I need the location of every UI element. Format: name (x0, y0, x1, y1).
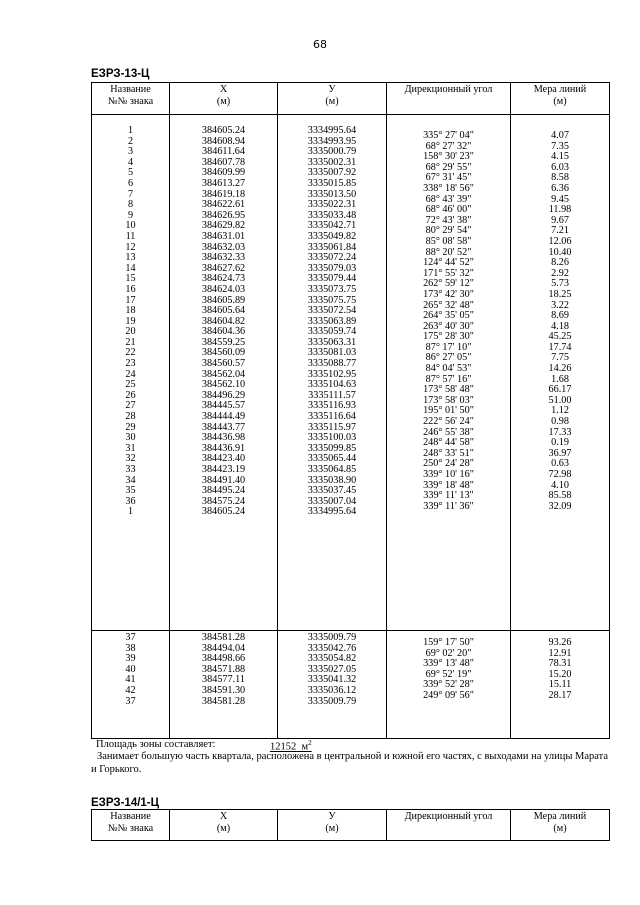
length-list (511, 131, 609, 512)
header-x (170, 810, 278, 841)
table-header-row (92, 810, 610, 841)
angle-list (387, 638, 510, 702)
cell-value: 335° 27' 04" (423, 130, 474, 141)
cell-value: 69° 52' 19" (425, 668, 472, 680)
cell-value: 8.58 (551, 172, 569, 184)
cell-value: 384443.77 (201, 421, 246, 433)
cell-value: 384604.82 (201, 315, 246, 327)
cell-value: 5 (127, 167, 134, 179)
cell-value: 222° 56' 24" (423, 416, 474, 428)
area-unit-power: 2 (308, 739, 312, 747)
cell-value: 384498.66 (201, 653, 246, 665)
cell-value: 3335013.50 (307, 188, 357, 200)
cell-value: 3335063.89 (307, 315, 357, 327)
area-unit: м (301, 741, 309, 753)
cell-value: 3335027.05 (307, 663, 357, 675)
cell-value: 8 (127, 199, 134, 211)
cell-value: 262° 59' 12" (423, 278, 474, 290)
cell-value: 42 (125, 684, 136, 696)
cell-value: 40 (125, 663, 136, 675)
header-y-line1: У (328, 811, 336, 822)
cell-value: 51.00 (548, 394, 572, 406)
cell-value: 3335033.48 (307, 209, 357, 221)
header-x-line2: (м) (216, 96, 231, 107)
header-y-line1: У (328, 84, 336, 95)
cell-value: 3335102.95 (307, 368, 357, 380)
header-length-line2: (м) (553, 96, 567, 107)
cell-value: 159° 17' 50" (423, 637, 474, 648)
cell-value: 27 (125, 400, 136, 412)
cell-value: 173° 58' 48" (423, 384, 474, 396)
cell-value: 22 (125, 347, 136, 359)
cell-value: 384609.99 (201, 167, 246, 179)
cell-value: 384622.61 (201, 199, 246, 211)
cell-value: 11.98 (548, 204, 572, 216)
cell-value: 3335116.93 (307, 400, 356, 412)
cell-value: 85.58 (548, 490, 572, 502)
coordinates-table (91, 809, 610, 841)
cell-value: 3335038.90 (307, 474, 357, 486)
y-cell (278, 115, 387, 631)
cell-value: 4.10 (551, 479, 569, 491)
cell-value: 78.31 (548, 658, 572, 670)
cell-value: 3335049.82 (307, 230, 357, 242)
y-cell (278, 631, 387, 739)
cell-value: 158° 30' 23" (423, 151, 474, 163)
cell-value: 3335002.31 (307, 156, 357, 168)
cell-value: 246° 55' 38" (423, 426, 474, 438)
cell-value: 384631.01 (201, 230, 246, 242)
cell-value: 16 (125, 283, 136, 295)
cell-value: 384562.04 (201, 368, 246, 380)
cell-value: 3335061.84 (307, 241, 357, 253)
cell-value: 67° 31' 45" (425, 172, 472, 184)
cell-value: 339° 11' 36" (423, 500, 474, 512)
cell-value: 19 (125, 315, 136, 327)
cell-value: 15.11 (548, 679, 572, 691)
cell-value: 265° 32' 48" (423, 299, 474, 311)
zone-title: ЕЗРЗ-13-Ц (91, 68, 150, 80)
header-length-line1: Мера линий (533, 84, 587, 95)
cell-value: 87° 57' 16" (425, 373, 472, 385)
cell-value: 68° 43' 39" (425, 193, 472, 205)
header-angle-line1: Дирекционный угол (404, 811, 493, 822)
x-cell (170, 631, 278, 739)
cell-value: 3335037.45 (307, 485, 357, 497)
cell-value: 87° 17' 10" (425, 341, 472, 353)
cell-value: 14 (125, 262, 136, 274)
cell-value: 7.21 (551, 225, 569, 237)
cell-value: 8.69 (551, 310, 569, 322)
cell-value: 3335007.04 (307, 495, 357, 507)
cell-value: 3335015.85 (307, 177, 357, 189)
cell-value: 384624.03 (201, 283, 246, 295)
cell-value: 3334995.64 (307, 506, 357, 518)
cell-value: 80° 29' 54" (425, 225, 472, 237)
cell-value: 10.40 (548, 246, 572, 258)
header-x-line2: (м) (216, 823, 231, 834)
cell-value: 384494.04 (201, 642, 246, 654)
cell-value: 3335059.74 (307, 326, 357, 338)
cell-value: 3335009.79 (307, 632, 357, 643)
cell-value: 384629.82 (201, 220, 246, 232)
header-x-line1: X (219, 84, 228, 95)
zone-description: Занимает большую часть квартала, расположена в центральной и южной его частях, с выходами на улицы Марата и Горького. (91, 751, 609, 775)
cell-value: 34 (125, 474, 136, 486)
table-row (92, 631, 610, 739)
cell-value: 384436.91 (201, 442, 246, 454)
cell-value: 3334993.95 (307, 135, 357, 147)
cell-value: 4.07 (551, 130, 569, 141)
cell-value: 384604.36 (201, 326, 246, 338)
cell-value: 248° 33' 51" (423, 447, 474, 459)
table-header-row (92, 83, 610, 115)
cell-value: 3335081.03 (307, 347, 357, 359)
header-angle (387, 83, 511, 115)
angle-cell (387, 115, 511, 631)
cell-value: 384562.10 (201, 379, 246, 391)
cell-value: 6.36 (551, 182, 569, 194)
header-y-line2: (м) (325, 823, 339, 834)
cell-value: 88° 20' 52" (425, 246, 472, 258)
cell-value: 339° 11' 13" (423, 490, 474, 502)
cell-value: 1 (127, 125, 134, 136)
cell-value: 20 (125, 326, 136, 338)
cell-value: 28 (125, 411, 136, 423)
cell-value: 3335007.92 (307, 167, 357, 179)
cell-value: 248° 44' 58" (423, 437, 474, 449)
cell-value: 11 (125, 230, 136, 242)
cell-value: 3335104.63 (307, 379, 357, 391)
cell-value: 384591.30 (201, 684, 246, 696)
cell-value: 384445.57 (201, 400, 246, 412)
cell-value: 249° 09' 56" (423, 689, 474, 701)
cell-value: 263° 40' 30" (423, 320, 474, 332)
cell-value: 93.26 (548, 637, 572, 648)
cell-value: 384624.73 (201, 273, 246, 285)
cell-value: 384559.25 (201, 336, 246, 348)
cell-value: 384491.40 (201, 474, 246, 486)
cell-value: 3335009.79 (307, 695, 357, 707)
cell-value: 36 (125, 495, 136, 507)
x-list (170, 633, 277, 707)
angle-list (387, 131, 510, 512)
cell-value: 384436.98 (201, 432, 246, 444)
cell-value: 3335042.76 (307, 642, 357, 654)
cell-value: 13 (125, 252, 136, 264)
cell-value: 38 (125, 642, 136, 654)
cell-value: 86° 27' 05" (425, 352, 472, 364)
header-name-line1: Название (110, 84, 151, 95)
cell-value: 171° 55' 32" (423, 267, 474, 279)
cell-value: 384444.49 (201, 411, 246, 423)
cell-value: 384632.33 (201, 252, 246, 264)
cell-value: 384423.19 (201, 464, 246, 475)
cell-value: 3335065.44 (307, 453, 357, 465)
cell-value: 384495.24 (201, 485, 246, 497)
cell-value: 3335042.71 (307, 220, 357, 232)
cell-value: 21 (125, 336, 136, 348)
header-name (92, 810, 170, 841)
cell-value: 175° 28' 30" (423, 331, 474, 343)
cell-value: 24 (125, 368, 136, 380)
cell-value: 29 (125, 421, 136, 433)
cell-value: 4.18 (551, 320, 569, 332)
length-list (511, 638, 609, 702)
cell-value: 68° 46' 00" (425, 204, 472, 216)
cell-value: 3335099.85 (307, 442, 357, 454)
cell-value: 18 (125, 305, 136, 317)
cell-value: 384605.64 (201, 305, 246, 317)
cell-value: 7 (127, 188, 134, 200)
cell-value: 384571.88 (201, 663, 246, 675)
cell-value: 3335088.77 (307, 358, 357, 370)
header-x (170, 83, 278, 115)
cell-value: 9.45 (551, 193, 569, 205)
cell-value: 12.06 (548, 235, 572, 247)
names-list (92, 633, 169, 707)
cell-value: 384560.09 (201, 347, 246, 359)
cell-value: 15 (125, 273, 136, 285)
cell-value: 338° 18' 56" (423, 182, 474, 194)
cell-value: 3335064.85 (307, 464, 357, 475)
cell-value: 85° 08' 58" (425, 235, 472, 247)
cell-value: 195° 01' 50" (423, 405, 474, 417)
names-cell (92, 115, 170, 631)
cell-value: 3335072.54 (307, 305, 357, 317)
cell-value: 9 (127, 209, 134, 221)
cell-value: 3335041.32 (307, 674, 357, 686)
cell-value: 15.20 (548, 668, 572, 680)
cell-value: 35 (125, 485, 136, 497)
cell-value: 384627.62 (201, 262, 246, 274)
cell-value: 173° 42' 30" (423, 288, 474, 300)
zone-title: ЕЗРЗ-14/1-Ц (91, 797, 160, 809)
cell-value: 8.26 (551, 257, 569, 269)
cell-value: 6 (127, 177, 134, 189)
header-y (278, 83, 387, 115)
cell-value: 72° 43' 38" (425, 214, 472, 226)
cell-value: 384560.57 (201, 358, 246, 370)
header-length (511, 810, 610, 841)
cell-value: 23 (125, 358, 136, 370)
cell-value: 18.25 (548, 288, 572, 300)
cell-value: 37 (125, 695, 136, 707)
cell-value: 3335036.12 (307, 684, 357, 696)
cell-value: 10 (125, 220, 136, 232)
x-list (170, 126, 277, 518)
cell-value: 4 (127, 156, 134, 168)
cell-value: 37 (125, 632, 136, 643)
cell-value: 384581.28 (201, 632, 246, 643)
cell-value: 66.17 (548, 384, 572, 396)
header-y-line2: (м) (325, 96, 339, 107)
cell-value: 17 (125, 294, 136, 306)
cell-value: 2 (127, 135, 134, 147)
page-number: 68 (313, 38, 327, 51)
cell-value: 69° 02' 20" (425, 647, 472, 659)
cell-value: 45.25 (548, 331, 572, 343)
cell-value: 84° 04' 53" (425, 363, 472, 375)
header-name-line2: №№ знака (107, 96, 154, 107)
names-cell (92, 631, 170, 739)
cell-value: 17.74 (548, 341, 572, 353)
cell-value: 264° 35' 05" (423, 310, 474, 322)
cell-value: 384619.18 (201, 188, 246, 200)
header-length-line2: (м) (553, 823, 567, 834)
cell-value: 0.63 (551, 458, 569, 470)
table-row (92, 115, 610, 631)
x-cell (170, 115, 278, 631)
area-label: Площадь зоны составляет: (96, 739, 216, 750)
cell-value: 3334995.64 (307, 125, 357, 136)
cell-value: 3335079.03 (307, 262, 357, 274)
cell-value: 3335116.64 (307, 411, 356, 423)
cell-value: 384611.64 (202, 146, 245, 158)
zone-area (96, 739, 312, 753)
cell-value: 1.12 (551, 405, 569, 417)
angle-cell (387, 631, 511, 739)
cell-value: 3335000.79 (307, 146, 357, 158)
cell-value: 32.09 (548, 500, 572, 512)
cell-value: 25 (125, 379, 136, 391)
cell-value: 384613.27 (201, 177, 246, 189)
y-list (278, 126, 386, 518)
cell-value: 1 (127, 506, 134, 518)
cell-value: 384581.28 (201, 695, 246, 707)
cell-value: 68° 29' 55" (425, 161, 472, 173)
header-angle-line1: Дирекционный угол (404, 84, 493, 95)
length-cell (511, 115, 610, 631)
header-length (511, 83, 610, 115)
y-list (278, 633, 386, 707)
names-list (92, 126, 169, 518)
cell-value: 384605.24 (201, 125, 246, 136)
cell-value: 39 (125, 653, 136, 665)
cell-value: 1.68 (551, 373, 569, 385)
cell-value: 384577.11 (202, 674, 245, 686)
cell-value: 7.75 (551, 352, 569, 364)
cell-value: 384632.03 (201, 241, 246, 253)
cell-value: 384605.24 (201, 506, 246, 518)
cell-value: 33 (125, 464, 136, 475)
cell-value: 12.91 (548, 647, 572, 659)
cell-value: 5.73 (551, 278, 569, 290)
cell-value: 2.92 (551, 267, 569, 279)
cell-value: 7.35 (551, 140, 569, 152)
cell-value: 28.17 (548, 689, 572, 701)
cell-value: 32 (125, 453, 136, 465)
cell-value: 3335073.75 (307, 283, 357, 295)
header-y (278, 810, 387, 841)
cell-value: 3 (127, 146, 134, 158)
cell-value: 68° 27' 32" (425, 140, 472, 152)
header-x-line1: X (219, 811, 228, 822)
cell-value: 17.33 (548, 426, 572, 438)
cell-value: 384423.40 (201, 453, 246, 465)
cell-value: 384496.29 (201, 389, 246, 401)
cell-value: 384575.24 (201, 495, 246, 507)
length-cell (511, 631, 610, 739)
cell-value: 3335100.03 (307, 432, 357, 444)
cell-value: 72.98 (548, 469, 572, 480)
cell-value: 3335054.82 (307, 653, 357, 665)
cell-value: 339° 18' 48" (423, 479, 474, 491)
cell-value: 3335075.75 (307, 294, 357, 306)
coordinates-table (91, 82, 610, 739)
cell-value: 384608.94 (201, 135, 246, 147)
area-number: 12152 (270, 741, 297, 753)
cell-value: 4.15 (551, 151, 569, 163)
cell-value: 3335079.44 (307, 273, 357, 285)
cell-value: 384626.95 (201, 209, 246, 221)
cell-value: 30 (125, 432, 136, 444)
cell-value: 3.22 (551, 299, 569, 311)
cell-value: 3335111.57 (308, 389, 356, 401)
cell-value: 26 (125, 389, 136, 401)
cell-value: 31 (125, 442, 136, 454)
header-angle (387, 810, 511, 841)
cell-value: 14.26 (548, 363, 572, 375)
cell-value: 339° 52' 28" (423, 679, 474, 691)
cell-value: 339° 10' 16" (423, 469, 474, 480)
header-name (92, 83, 170, 115)
cell-value: 0.19 (551, 437, 569, 449)
cell-value: 3335072.24 (307, 252, 357, 264)
cell-value: 9.67 (551, 214, 569, 226)
cell-value: 0.98 (551, 416, 569, 428)
cell-value: 36.97 (548, 447, 572, 459)
cell-value: 3335022.31 (307, 199, 357, 211)
cell-value: 173° 58' 03" (423, 394, 474, 406)
cell-value: 3335063.31 (307, 336, 357, 348)
cell-value: 3335115.97 (307, 421, 356, 433)
header-length-line1: Мера линий (533, 811, 587, 822)
cell-value: 124° 44' 52" (423, 257, 474, 269)
cell-value: 6.03 (551, 161, 569, 173)
cell-value: 41 (125, 674, 136, 686)
header-name-line1: Название (110, 811, 151, 822)
cell-value: 384607.78 (201, 156, 246, 168)
header-name-line2: №№ знака (107, 823, 154, 834)
cell-value: 250° 24' 28" (423, 458, 474, 470)
cell-value: 339° 13' 48" (423, 658, 474, 670)
cell-value: 384605.89 (201, 294, 246, 306)
cell-value: 12 (125, 241, 136, 253)
